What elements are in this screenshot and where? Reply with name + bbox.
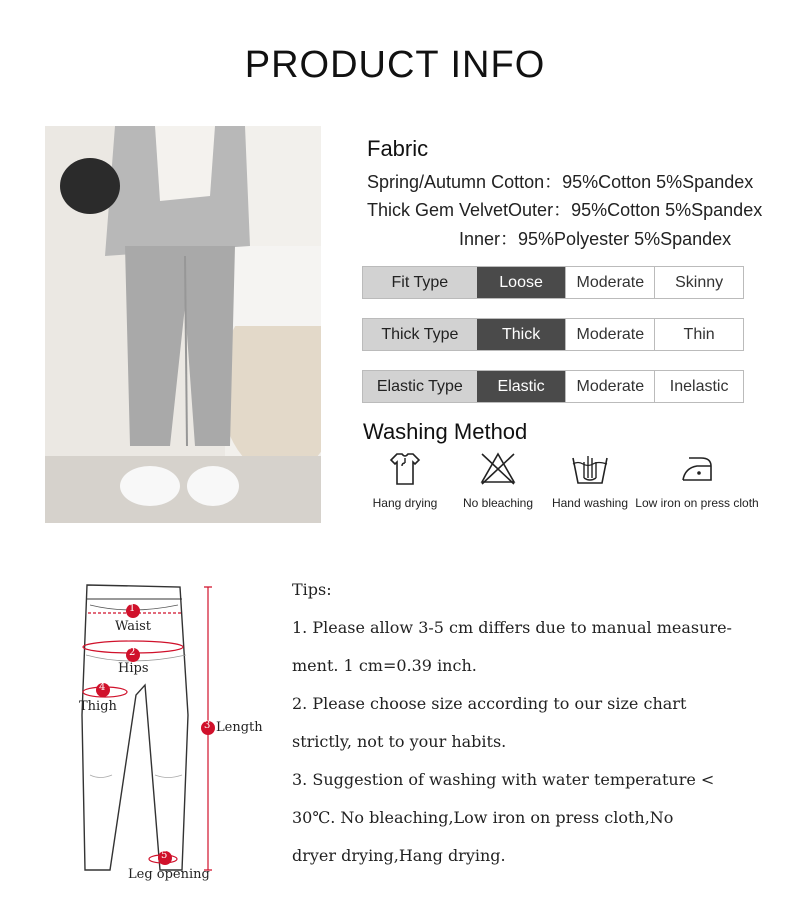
no-bleaching-icon [478, 450, 518, 488]
elastic-type-option: Inelastic [654, 371, 743, 402]
thick-type-option: Thin [654, 319, 743, 350]
fabric-line-2: Thick Gem VelvetOuter：95%Cotton 5%Spandex [367, 200, 763, 220]
product-photo [45, 126, 321, 523]
measurement-diagram [70, 575, 270, 885]
wash-item-iron [634, 450, 760, 510]
fit-type-option: Loose [477, 267, 566, 298]
tips-line: dryer drying,Hang drying. [292, 846, 506, 865]
thick-type-option: Thick [477, 319, 566, 350]
hand-washing-label: Hand washing [551, 496, 629, 510]
tips-line: 2. Please choose size according to our size chart [292, 694, 687, 713]
tips-line: ment. 1 cm=0.39 inch. [292, 656, 477, 675]
fabric-heading: Fabric [367, 136, 429, 161]
thigh-number: 4 [99, 682, 106, 693]
tips-heading: Tips: [292, 580, 332, 599]
leg-opening-label: Leg opening [128, 867, 210, 882]
fit-type-label: Fit Type [363, 267, 477, 298]
wash-item-bleach [460, 450, 536, 510]
tips-line: strictly, not to your habits. [292, 732, 507, 751]
thick-type-label: Thick Type [363, 319, 477, 350]
thick-type-row [362, 318, 744, 351]
elastic-type-option: Elastic [477, 371, 566, 402]
fit-type-option: Skinny [654, 267, 743, 298]
hips-number: 2 [129, 647, 136, 658]
page-title: PRODUCT INFO [244, 44, 546, 86]
tips-line: 30℃. No bleaching,Low iron on press cloth,No [292, 808, 674, 827]
fabric-line-3: Inner：95%Polyester 5%Spandex [459, 229, 732, 249]
hips-label: Hips [118, 661, 149, 676]
length-number: 3 [204, 720, 211, 731]
washing-heading: Washing Method [363, 419, 528, 444]
hang-drying-icon [387, 450, 423, 488]
waist-label: Waist [115, 619, 152, 634]
tips-line: 3. Suggestion of washing with water temperature < [292, 770, 715, 789]
elastic-type-option: Moderate [565, 371, 654, 402]
hand-washing-icon [570, 450, 610, 488]
waist-number: 1 [129, 603, 136, 614]
hang-drying-label: Hang drying [372, 496, 438, 510]
wash-item-hang [368, 450, 442, 510]
elastic-type-row [362, 370, 744, 403]
fit-type-row [362, 266, 744, 299]
leg-number: 5 [161, 850, 168, 861]
thick-type-option: Moderate [565, 319, 654, 350]
fabric-line-1: Spring/Autumn Cotton：95%Cotton 5%Spandex [367, 172, 754, 192]
wash-item-hand [549, 450, 631, 510]
elastic-type-label: Elastic Type [363, 371, 477, 402]
no-bleaching-label: No bleaching [462, 496, 534, 510]
tips-line: 1. Please allow 3-5 cm differs due to manual measure- [292, 618, 732, 637]
fit-type-option: Moderate [565, 267, 654, 298]
low-iron-label: Low iron on press cloth [635, 496, 759, 510]
low-iron-icon [677, 450, 717, 488]
thigh-label: Thigh [79, 699, 117, 714]
length-label: Length [216, 720, 263, 735]
